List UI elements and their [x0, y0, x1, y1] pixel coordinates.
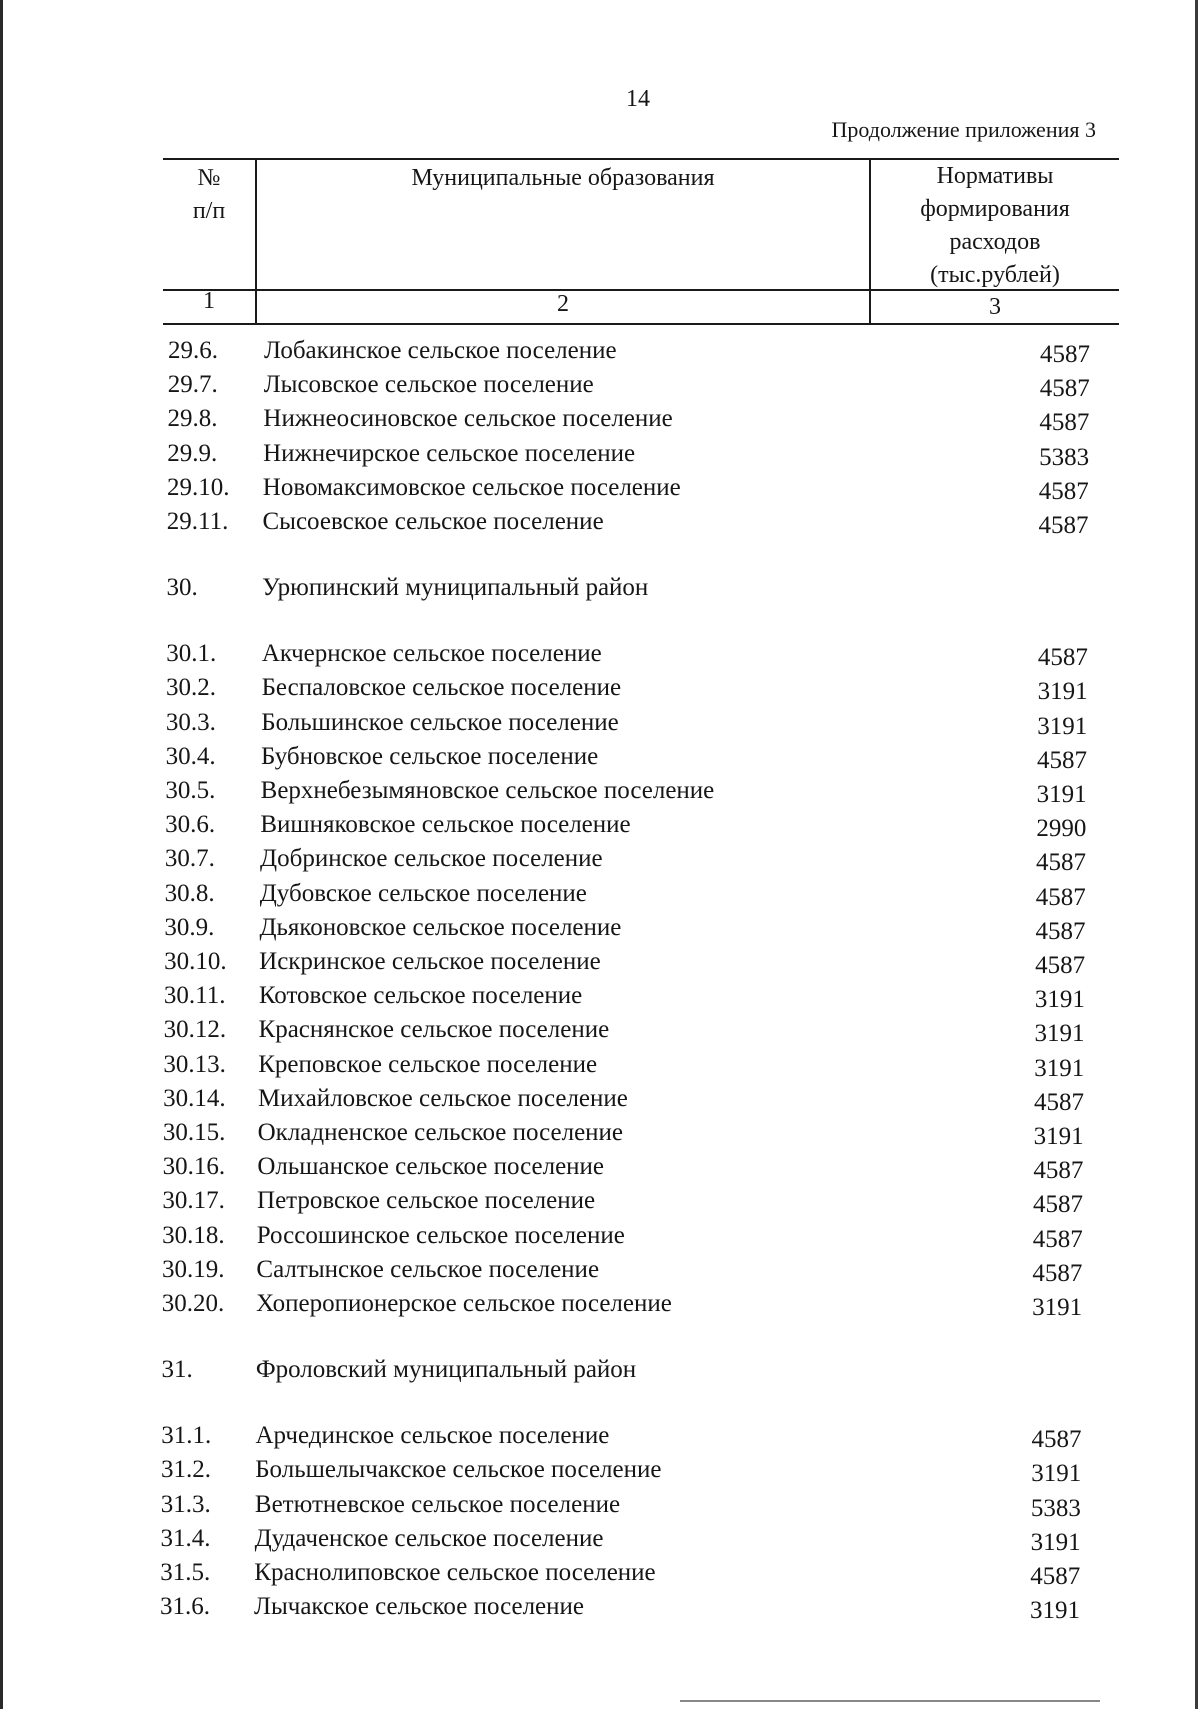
table-row [0, 1453, 1200, 1487]
row-municipality-name: Большелычакское сельское поселение [255, 1456, 662, 1484]
row-number: 30.5. [165, 777, 216, 804]
page-number: 14 [626, 86, 650, 112]
table-row [0, 1590, 1200, 1624]
table-row [0, 706, 1200, 740]
row-municipality-name: Окладненское сельское поселение [257, 1119, 624, 1146]
table-row [0, 471, 1200, 505]
row-number: 30.20. [161, 1290, 225, 1317]
row-municipality-name: Лычакское сельское поселение [254, 1593, 584, 1621]
table-row [0, 1082, 1200, 1116]
row-norm-value: 3191 [1031, 1460, 1082, 1488]
continuation-label: Продолжение приложения 3 [831, 117, 1096, 142]
row-number: 30.19. [161, 1255, 225, 1283]
table-row [0, 1219, 1200, 1253]
row-norm-value: 3191 [1034, 1054, 1085, 1082]
row-number: 30.17. [162, 1187, 225, 1215]
row-number: 29.6. [168, 337, 218, 364]
table-row [0, 437, 1200, 471]
table-row [0, 334, 1200, 368]
header-number-line-1: № [197, 165, 221, 191]
row-municipality-name: Вишняковское сельское поселение [260, 811, 631, 839]
row-norm-value: 4587 [1035, 883, 1086, 911]
row-municipality-name: Верхнебезымяновское сельское поселение [260, 777, 715, 804]
header-number-line-2: п/п [192, 198, 226, 224]
row-municipality-name: Дудаченское сельское поселение [254, 1524, 604, 1552]
row-number: 30.10. [164, 948, 227, 975]
row-norm-value: 3191 [1032, 1294, 1083, 1321]
row-norm-value: 4587 [1033, 1088, 1084, 1116]
header-norms-line-3: расходов [949, 229, 1041, 255]
row-number: 31.6. [160, 1593, 210, 1621]
row-municipality-name: Акчернское сельское поселение [261, 640, 602, 668]
row-number: 30.1. [166, 640, 217, 668]
row-number: 29.10. [167, 473, 230, 501]
row-number: 29.9. [167, 439, 218, 467]
table-row [0, 1522, 1200, 1556]
section-heading-row [0, 571, 1200, 605]
row-number: 30.18. [162, 1221, 225, 1249]
header-norms-line-2: формирования [920, 196, 1070, 222]
header-number [163, 162, 255, 228]
table-row [0, 1150, 1200, 1184]
row-norm-value: 3191 [1034, 1020, 1085, 1048]
row-norm-value: 4587 [1033, 1191, 1084, 1219]
row-norm-value: 3191 [1037, 678, 1088, 706]
row-municipality-name: Лысовское сельское поселение [263, 371, 594, 399]
row-municipality-name: Ветютневское сельское поселение [254, 1490, 621, 1518]
row-municipality-name: Фроловский муниципальный район [255, 1356, 637, 1384]
table-row [0, 808, 1200, 842]
row-norm-value: 4587 [1039, 375, 1090, 403]
row-municipality-name: Дубовское сельское поселение [259, 879, 587, 907]
header-norms-line-1: Нормативы [936, 163, 1054, 189]
row-number: 31.4. [160, 1524, 211, 1552]
table-header [163, 158, 1119, 325]
row-norm-value: 3191 [1037, 712, 1088, 740]
table-row [0, 1048, 1200, 1082]
footer-scan-mark [680, 1700, 1100, 1702]
row-municipality-name: Беспаловское сельское поселение [261, 674, 622, 702]
table-row [0, 1419, 1200, 1453]
row-number: 30.8. [164, 879, 215, 907]
table-row [0, 402, 1200, 436]
table-row [0, 1253, 1200, 1287]
row-municipality-name: Салтынское сельское поселение [256, 1255, 600, 1283]
row-number: 30.4. [165, 742, 216, 770]
row-municipality-name: Михайловское сельское поселение [257, 1084, 628, 1112]
row-norm-value: 4587 [1032, 1225, 1083, 1253]
row-number: 31.5. [160, 1559, 211, 1586]
row-norm-value: 4587 [1040, 341, 1090, 368]
row-norm-value: 3191 [1030, 1597, 1080, 1625]
table-row [0, 877, 1200, 911]
table-row [0, 1488, 1200, 1522]
row-number: 30.13. [163, 1050, 226, 1078]
row-norm-value: 3191 [1036, 781, 1087, 808]
table-row [0, 979, 1200, 1013]
row-number: 29.11. [166, 508, 229, 535]
header-norms-line-4: (тыс.рублей) [930, 262, 1060, 288]
row-municipality-name: Новомаксимовское сельское поселение [262, 473, 681, 501]
row-municipality-name: Искринское сельское поселение [259, 948, 601, 975]
table-row [0, 1116, 1200, 1150]
row-municipality-name: Хоперопионерское сельское поселение [256, 1290, 672, 1317]
table-row [0, 945, 1200, 979]
row-norm-value: 4587 [1035, 917, 1086, 945]
row-municipality-name: Креповское сельское поселение [258, 1050, 598, 1078]
row-municipality-name: Ольшанское сельское поселение [257, 1153, 605, 1181]
row-municipality-name: Арчединское сельское поселение [255, 1422, 610, 1450]
table-row [0, 1556, 1200, 1590]
row-norm-value: 4587 [1038, 512, 1089, 539]
row-number: 31.3. [160, 1490, 211, 1518]
row-municipality-name: Нижнечирское сельское поселение [263, 439, 636, 467]
row-number: 29.8. [167, 405, 218, 433]
table-row [0, 1184, 1200, 1218]
table-row [0, 505, 1200, 539]
table-row [0, 671, 1200, 705]
row-norm-value: 3191 [1030, 1528, 1081, 1556]
column-number-2: 2 [557, 291, 569, 317]
row-norm-value: 4587 [1038, 477, 1089, 505]
row-norm-value: 2990 [1036, 815, 1087, 843]
row-number: 31.1. [161, 1422, 212, 1450]
table-row [0, 911, 1200, 945]
row-norm-value: 3191 [1034, 986, 1085, 1014]
table-row [0, 774, 1200, 808]
row-norm-value: 5383 [1030, 1494, 1081, 1522]
row-number: 30.6. [165, 811, 216, 839]
row-norm-value: 4587 [1036, 746, 1087, 774]
row-municipality-name: Дьяконовское сельское поселение [259, 913, 622, 941]
row-number: 30. [166, 574, 198, 602]
row-number: 30.11. [163, 982, 226, 1010]
row-number: 30.9. [164, 913, 215, 941]
row-number: 29.7. [167, 371, 218, 399]
row-number: 30.16. [162, 1153, 226, 1181]
table-row [0, 368, 1200, 402]
row-number: 30.15. [162, 1119, 226, 1146]
row-municipality-name: Краснолиповское сельское поселение [254, 1559, 656, 1586]
row-norm-value: 4587 [1036, 849, 1087, 877]
row-norm-value: 4587 [1037, 644, 1088, 672]
table-row [0, 1013, 1200, 1047]
column-number-1: 1 [203, 288, 215, 314]
table-row [0, 740, 1200, 774]
row-number: 31.2. [160, 1456, 211, 1484]
row-number: 30.3. [165, 708, 216, 736]
row-number: 30.2. [166, 674, 217, 702]
row-municipality-name: Нижнеосиновское сельское поселение [263, 405, 673, 433]
row-norm-value: 4587 [1030, 1563, 1081, 1590]
header-municipality: Муниципальные образования [411, 165, 715, 191]
row-norm-value: 4587 [1031, 1426, 1082, 1454]
table-row [0, 1287, 1200, 1321]
row-municipality-name: Урюпинский муниципальный район [262, 574, 649, 602]
table-row [0, 637, 1200, 671]
row-norm-value: 4587 [1032, 1259, 1083, 1287]
header-bottom-rule [163, 323, 1119, 325]
row-municipality-name: Котовское сельское поселение [258, 982, 583, 1010]
row-municipality-name: Бубновское сельское поселение [260, 742, 599, 770]
row-number: 30.7. [164, 845, 215, 873]
table-row [0, 842, 1200, 876]
row-norm-value: 4587 [1035, 952, 1086, 979]
row-norm-value: 3191 [1033, 1123, 1084, 1150]
row-norm-value: 4587 [1039, 409, 1090, 437]
row-municipality-name: Большинское сельское поселение [261, 708, 619, 736]
row-municipality-name: Лобакинское сельское поселение [264, 337, 617, 364]
row-number: 30.12. [163, 1016, 227, 1044]
row-municipality-name: Краснянское сельское поселение [258, 1016, 610, 1044]
column-number-3: 3 [989, 294, 1001, 320]
row-municipality-name: Петровское сельское поселение [257, 1187, 596, 1215]
row-number: 31. [161, 1356, 193, 1384]
header-norms [871, 160, 1119, 292]
row-municipality-name: Россошинское сельское поселение [256, 1221, 625, 1249]
row-norm-value: 4587 [1033, 1157, 1084, 1185]
row-municipality-name: Сысоевское сельское поселение [262, 508, 604, 535]
row-municipality-name: Добринское сельское поселение [260, 845, 603, 873]
section-heading-row [0, 1353, 1200, 1387]
row-number: 30.14. [163, 1084, 226, 1112]
row-norm-value: 5383 [1039, 443, 1090, 471]
